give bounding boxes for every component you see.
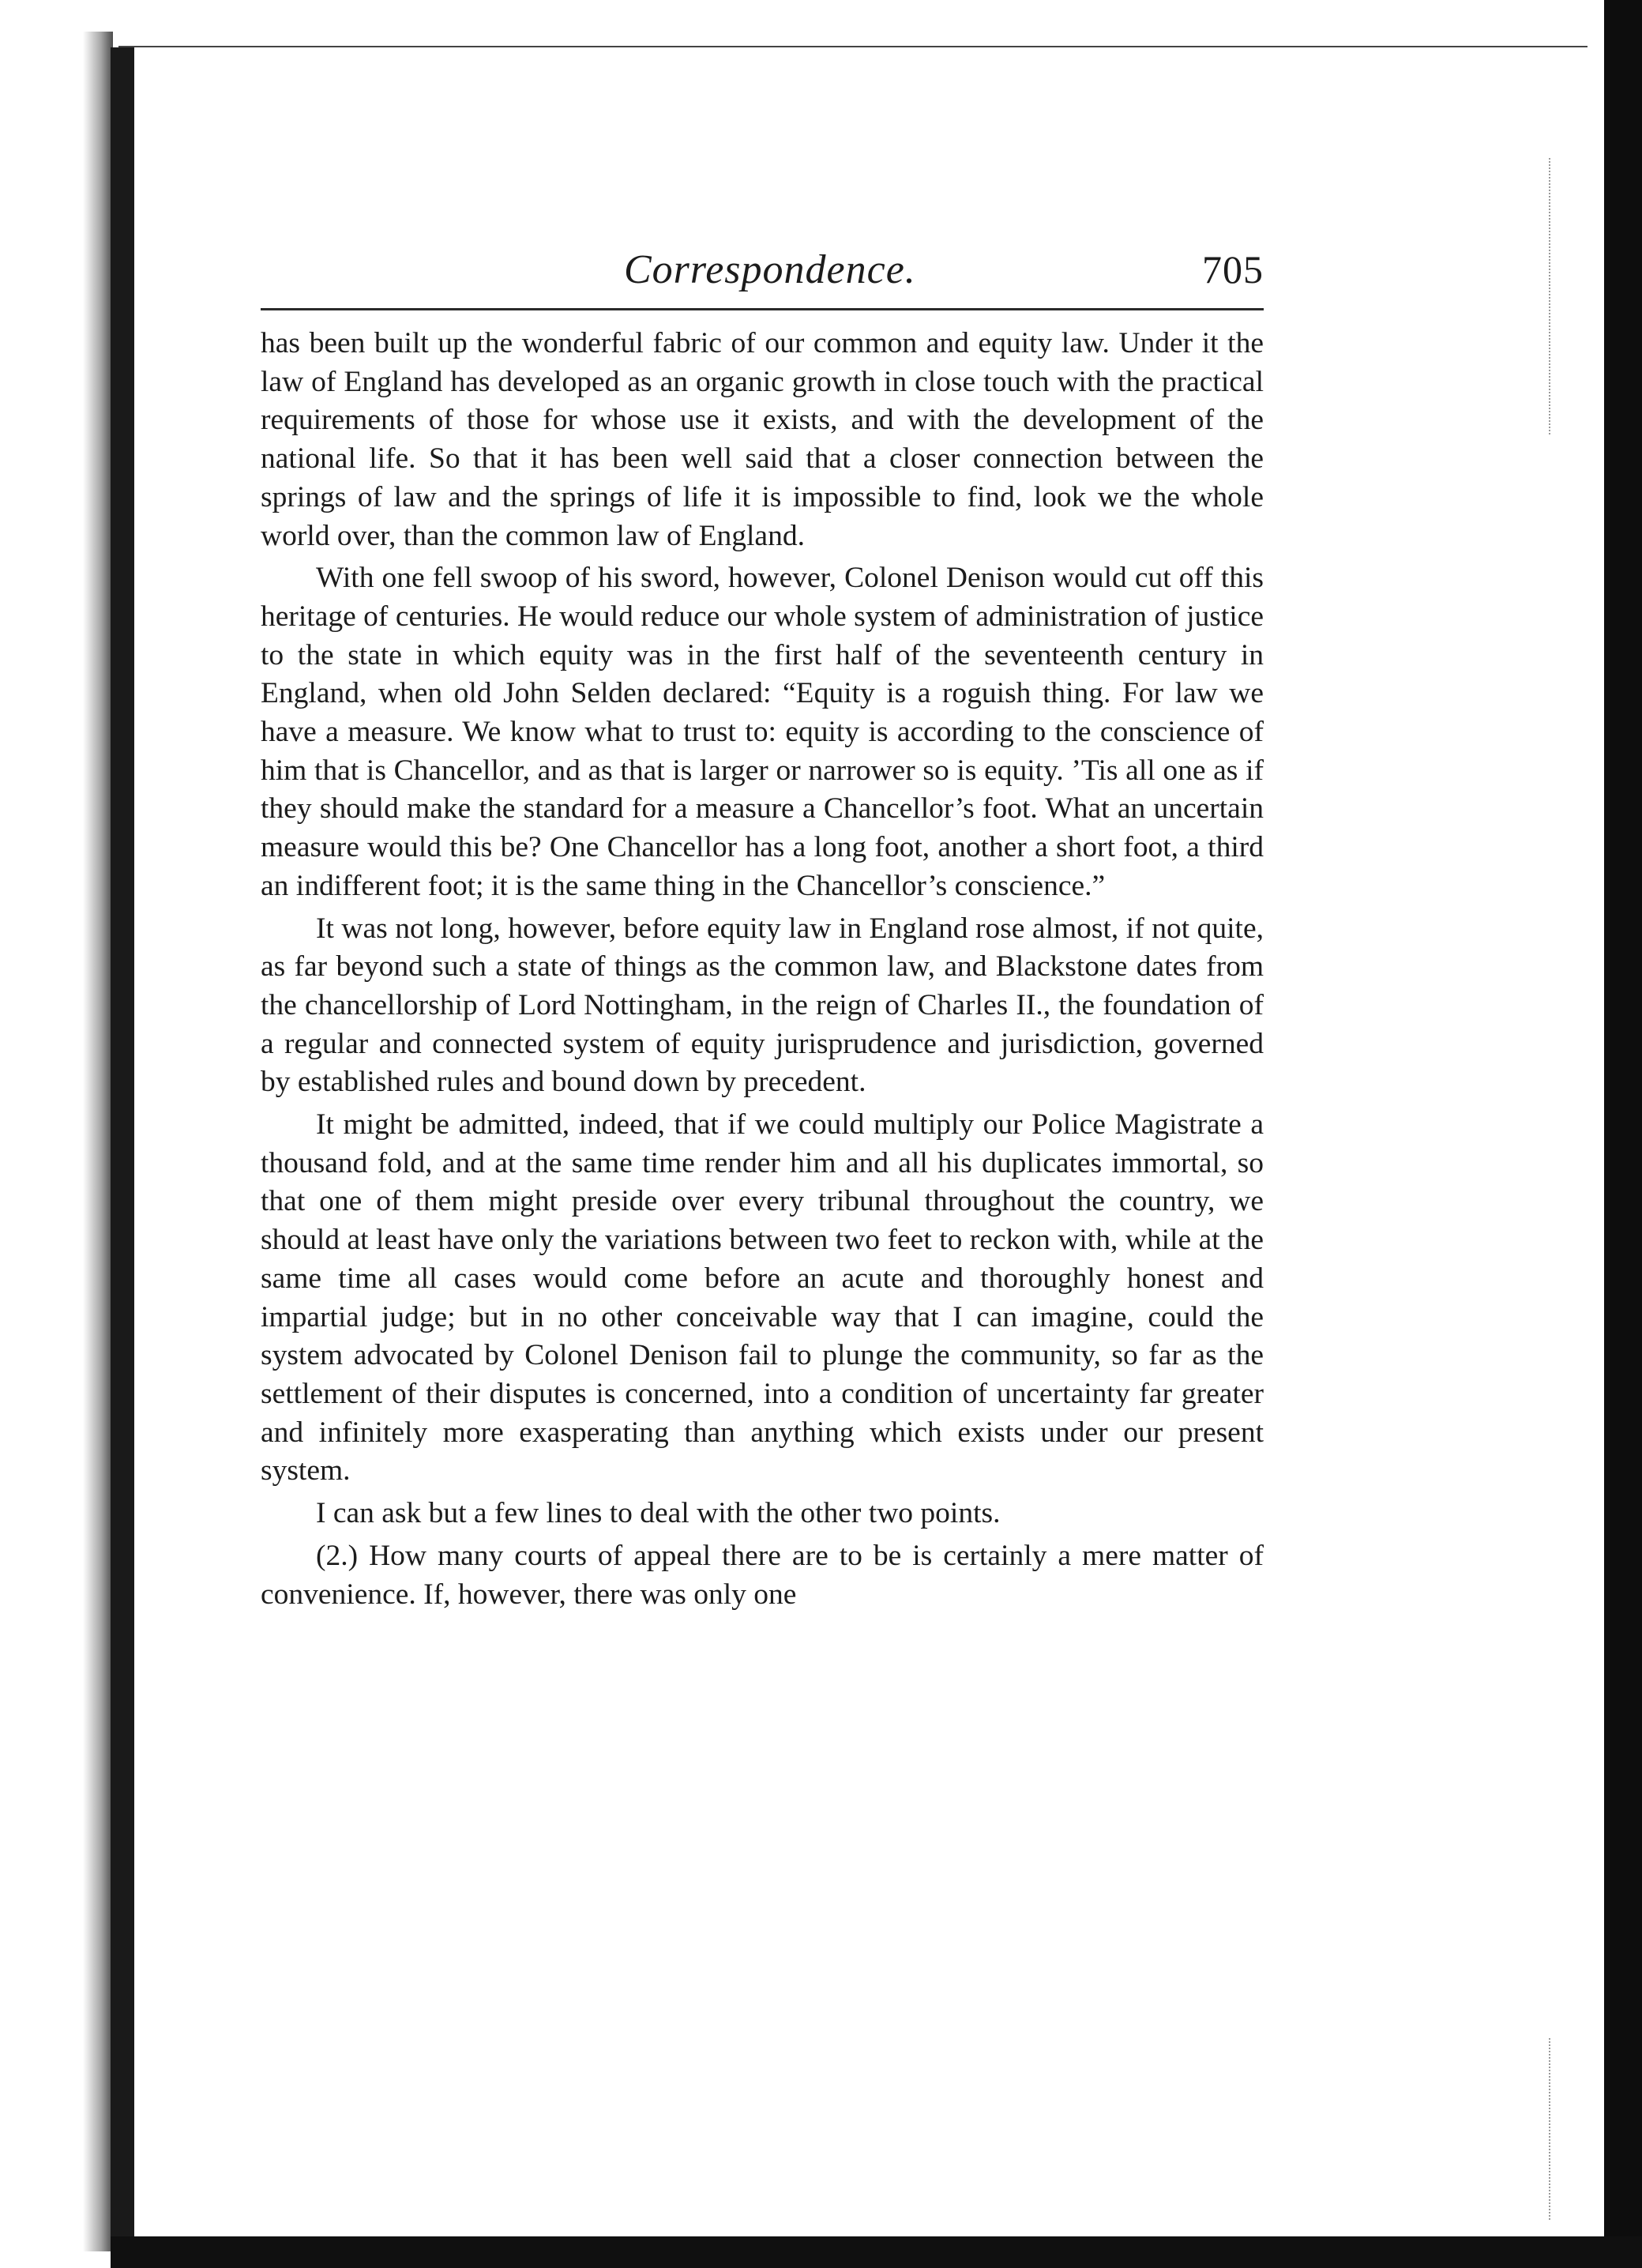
- running-head: [261, 237, 1264, 310]
- paragraph-1: has been built up the wonderful fabric of our common and equity law. Under it the law of England has developed as an organic growth in close touch with the practical requirements of those for whose use it exists, and with the development of the national life. So that it has been well said that a closer connection between the springs of law and the springs of life it is impossible to find, look we the whole world over, than the common law of England.: [261, 327, 1264, 552]
- binding-shadow: [83, 32, 113, 2251]
- running-title: Correspondence.: [624, 247, 916, 292]
- book-page: [261, 237, 1264, 1618]
- paragraph-5: I can ask but a few lines to deal with the other two points.: [316, 1497, 1001, 1530]
- paragraph-4: It might be admitted, indeed, that if we could multiply our Police Magistrate a thousand fold, and at the same time render him and all his duplicates immortal, so that one of them might preside over every tribunal throughout the country, we should at least have only the variations between two feet to reckon with, while at the same time all cases would come before an acute and thoroughly honest and impartial judge; but in no other conceivable way that I can imagine, could the system advocated by Colonel Denison fail to plunge the community, so far as the settlement of their disputes is concerned, into a condition of uncertainty far greater and infinitely more exasperating than anything which exists under our present system.: [261, 1108, 1264, 1488]
- paragraph-2: With one fell swoop of his sword, however, Colonel Denison would cut off this heritage of centuries. He would reduce our whole system of administration of justice to the state in which equity was in the first half of the seventeenth century in England, when old John Selden declared: “Equity is a roguish thing. For law we have a measure. We know what to trust to: equity is according to the conscience of him that is Chancellor, and as that is larger or narrower so is equity. ’Tis all one as if they should make the standard for a measure a Chancellor’s foot. What an uncertain measure would this be? One Chancellor has a long foot, another a short foot, a third an indifferent foot; it is the same thing in the Chancellor’s conscience.”: [261, 562, 1264, 902]
- margin-speckles-lower: [1549, 2038, 1555, 2220]
- page-binding: [111, 47, 134, 2251]
- scan-edge-right: [1604, 0, 1642, 2268]
- scan-edge-bottom: [111, 2236, 1642, 2268]
- body-text: [261, 325, 1264, 1614]
- paragraph-3: It was not long, however, before equity law in England rose almost, if not quite, as far beyond such a state of things as the common law, and Blackstone dates from the chancellorship of Lord Nottingham, in the reign of Charles II., the foundation of a regular and connected system of equity jurisprudence and jurisdiction, governed by established rules and bound down by precedent.: [261, 912, 1264, 1099]
- page-top-edge: [118, 46, 1588, 47]
- paragraph-6: (2.) How many courts of appeal there are to be is certainly a mere matter of convenience. If, however, there was only one: [261, 1539, 1264, 1611]
- page-number: 705: [1202, 247, 1264, 291]
- margin-speckles: [1549, 158, 1555, 434]
